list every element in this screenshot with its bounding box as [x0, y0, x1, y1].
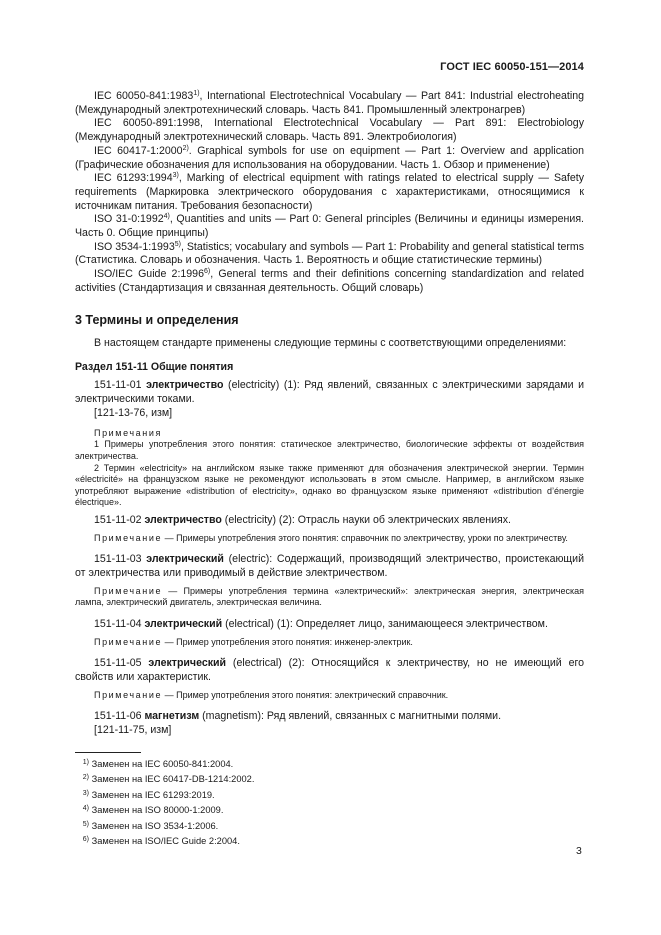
reference-code: ISO 31-0:1992: [94, 213, 164, 226]
reference-item: [75, 213, 584, 240]
term-number: 151-11-01: [94, 379, 142, 392]
footnote-number: 6): [82, 836, 89, 844]
reference-text: , Quantities and units — Part 0: General principles (Величины и единицы измерения. Часть 0. Общие принципы): [75, 213, 585, 240]
subsection-heading: Раздел 151-11 Общие понятия: [75, 361, 234, 374]
note-text: — Пример употребления этого понятия: электрический справочник.: [162, 689, 449, 700]
reference-code: IEC 60050-891:1998: [94, 117, 201, 130]
term-entry: [75, 379, 584, 406]
term-definition: (electric): Содержащий, производящий электричество, проистекающий от электричества или приводимый в действие электричеством.: [75, 553, 584, 579]
note-text: 2 Термин «electricity» на английском языке также применяют для обозначения электрической энергии. Термин «électricité» на французском языке не рекомендуют использовать в этом смысле. Например, в английском языке употребляют выражение «distribution of electricity», однако во французском языке применяют «distribution d’énergie électrique».: [75, 462, 584, 508]
reference-code: IEC 61293:1994: [94, 172, 173, 185]
reference-text: , Statistics; vocabulary and symbols — Part 1: Probability and general statistical terms (Статистика. Словарь и обозначения. Часть 1. Вероятность и общие статистические термины): [75, 240, 584, 267]
reference-item: [75, 241, 584, 268]
footnote-number: 3): [82, 789, 89, 797]
reference-code: IEC 60050-841:1983: [94, 90, 194, 102]
term-definition: (magnetism): Ряд явлений, связанных с магнитными полями.: [199, 710, 502, 723]
footnote-number: 5): [82, 820, 89, 828]
footnote-mark: 1): [193, 90, 200, 97]
reference-item: [75, 117, 584, 144]
term-note: [75, 586, 584, 609]
reference-code: ISO/IEC Guide 2:1996: [94, 268, 204, 281]
term-definition: (electrical) (2): Относящийся к электричеству, но не имеющий его свойств или характеристик.: [75, 657, 584, 683]
section-intro: В настоящем стандарте применены следующие термины с соответствующими определениями:: [94, 336, 567, 349]
reference-text: , International Electrotechnical Vocabulary — Part 841: Industrial electroheating (Международный электротехнический словарь. Часть 841. Промышленный электронагрев): [75, 90, 584, 116]
term-number: 151-11-02: [94, 513, 142, 526]
footnote-mark: 2): [182, 144, 189, 152]
note-text: 1 Примеры употребления этого понятия: статическое электричество, биологические эффекты от воздействия электричества.: [75, 439, 584, 461]
term-name: электричество: [144, 513, 222, 526]
footnote-item: [75, 802, 584, 817]
term-definition: (electrical) (1): Определяет лицо, занимающееся электричеством.: [222, 617, 548, 630]
term-source: [121-13-76, изм]: [94, 406, 173, 419]
footnote-mark: 5): [174, 240, 181, 248]
footnote-text: Заменен на IEC 60417-DB-1214:2002.: [91, 774, 255, 785]
note-label: Примечание: [94, 532, 163, 543]
footnote-divider: [75, 752, 141, 753]
note-label: Примечание: [94, 689, 163, 700]
term-entry: [75, 710, 584, 724]
footnote-mark: 4): [163, 213, 170, 221]
term-name: электрический: [144, 617, 223, 630]
reference-item: [75, 172, 584, 213]
document-code-header: ГОСТ IEC 60050-151—2014: [440, 61, 584, 73]
reference-text: , Marking of electrical equipment with ratings related to electrical supply — Safety requirements (Маркировка электрического оборудования с характеристиками, относящимися к источникам питания. Требования безопасности): [75, 172, 584, 212]
reference-item: [75, 90, 584, 117]
term-entry: [75, 514, 584, 528]
footnote-text: Заменен на IEC 60050-841:2004.: [91, 759, 234, 769]
footnote-item: [75, 787, 584, 802]
footnote-text: Заменен на ISO 80000-1:2009.: [91, 805, 224, 816]
note-label: Примечание: [94, 585, 163, 596]
page-number: 3: [576, 845, 582, 857]
term-name: электричество: [146, 379, 224, 392]
normative-references: [75, 90, 584, 296]
reference-code: ISO 3534-1:1993: [94, 240, 175, 253]
term-definition: (electricity) (1): Ряд явлений, связанных с электрическими зарядами и электрическими токами.: [75, 379, 584, 405]
notes-heading: Примечания: [94, 428, 162, 439]
term-entry: [75, 553, 584, 580]
term-name: электрический: [148, 657, 227, 670]
note-label: Примечание: [94, 636, 163, 647]
footnote-text: Заменен на ISO/IEC Guide 2:2004.: [91, 836, 240, 847]
footnote-mark: 3): [172, 172, 179, 180]
note-text: — Пример употребления этого понятия: инженер-электрик.: [162, 636, 413, 647]
reference-item: [75, 268, 584, 295]
term-number: 151-11-03: [94, 553, 142, 566]
footnotes: [75, 756, 584, 848]
section-heading: 3 Термины и определения: [75, 312, 239, 327]
term-name: магнетизм: [144, 710, 200, 723]
main-content: [75, 90, 584, 738]
term-entry: [75, 618, 584, 632]
term-name: электрический: [146, 553, 224, 566]
term-number: 151-11-05: [94, 657, 142, 670]
term-number: 151-11-04: [94, 617, 142, 630]
footnote-item: [75, 756, 584, 771]
term-entry: [75, 657, 584, 684]
footnote-item: [75, 833, 584, 848]
footnote-number: 1): [82, 759, 89, 766]
term-note: [75, 637, 584, 649]
reference-text: , General terms and their definitions concerning standardization and related activities (Стандартизация и связанная деятельность. Общий словарь): [75, 268, 584, 294]
term-note: [75, 690, 584, 702]
term-source: [121-11-75, изм]: [94, 723, 172, 736]
footnote-item: [75, 771, 584, 786]
term-number: 151-11-06: [94, 710, 142, 723]
footnote-number: 4): [82, 805, 89, 813]
reference-code: IEC 60417-1:2000: [94, 144, 183, 157]
footnote-item: [75, 818, 584, 833]
reference-item: [75, 145, 584, 172]
footnote-text: Заменен на IEC 61293:2019.: [91, 789, 215, 800]
term-note: [75, 533, 584, 545]
footnote-mark: 6): [203, 268, 211, 276]
footnote-text: Заменен на ISO 3534-1:2006.: [91, 820, 219, 831]
footnote-number: 2): [82, 774, 89, 782]
reference-text: . Graphical symbols for use on equipment — Part 1: Overview and application (Графические обозначения для использования на оборудовании. Часть 1. Обзор и применение): [75, 144, 584, 171]
reference-text: , International Electrotechnical Vocabulary — Part 891: Electrobiology (Международный электротехнический словарь. Часть 891. Электробиология): [75, 117, 585, 144]
note-text: — Примеры употребления этого понятия: справочник по электричеству, уроки по электричеству.: [162, 532, 568, 543]
note-text: — Примеры употребления термина «электрический»: электрическая энергия, электрическая лампа, электрический двигатель, электрическая величина.: [75, 585, 584, 608]
term-definition: (electricity) (2): Отрасль науки об электрических явлениях.: [221, 513, 512, 526]
